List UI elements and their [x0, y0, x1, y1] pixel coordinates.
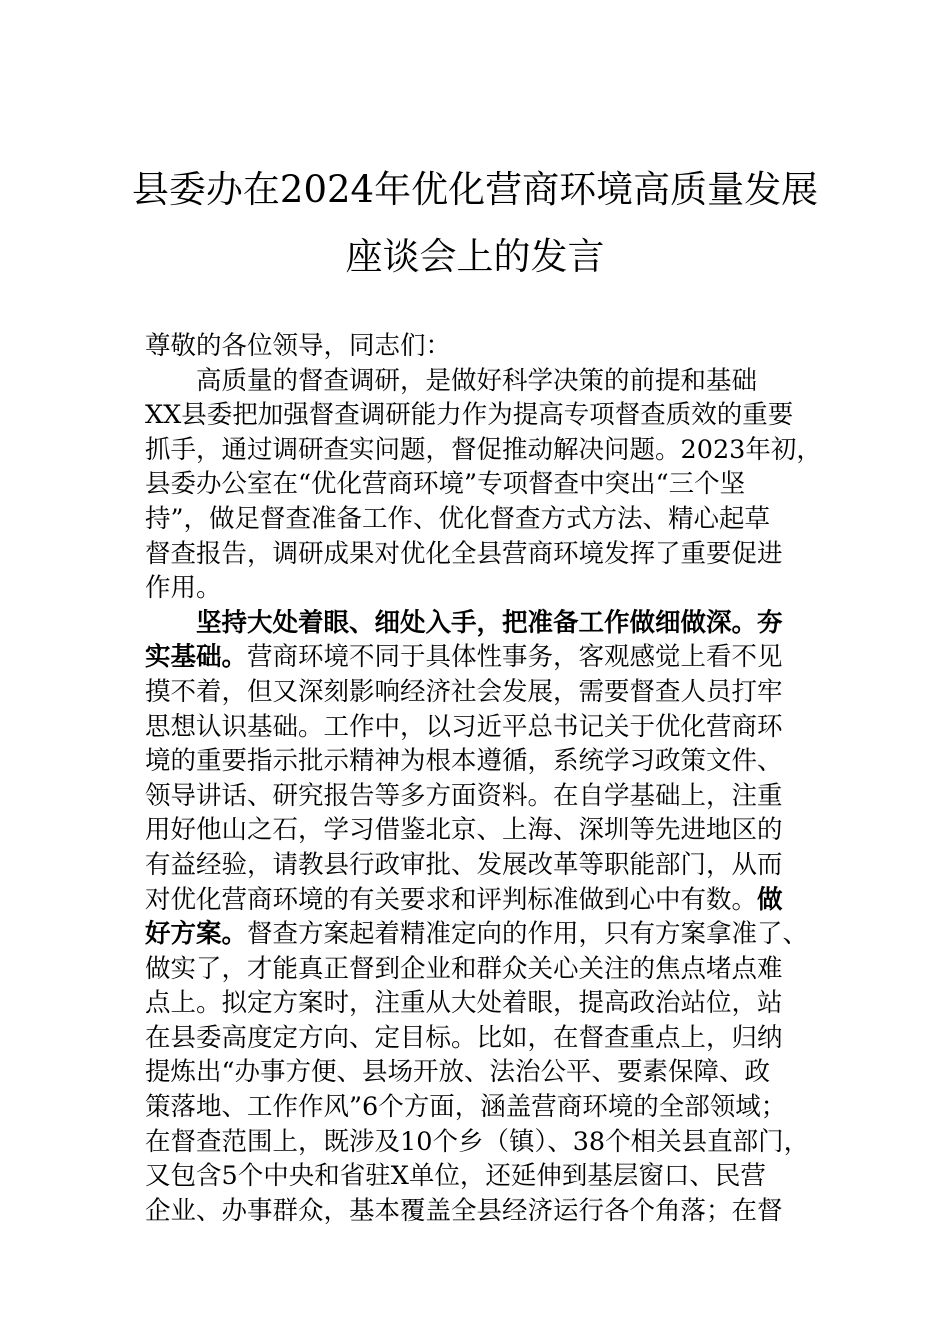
- text-run: 作用。: [145, 573, 222, 604]
- text-run: XX县委把加强督查调研能力作为提高专项督查质效的重要: [145, 400, 794, 431]
- text-run: 督查方案起着精准定向的作用，只有方案拿准了、: [247, 919, 809, 950]
- text-run: 境的重要指示批示精神为根本遵循，系统学习政策文件、: [145, 746, 783, 777]
- body-line: [145, 1159, 815, 1194]
- body-line: [145, 433, 822, 468]
- text-run: 抓手，通过调研查实问题，督促推动解决问题。2023年初，: [145, 434, 822, 465]
- body-line: [145, 1021, 815, 1056]
- body-line: [145, 883, 815, 918]
- bold-text-run: 好方案。: [145, 919, 248, 950]
- bold-text-run: 坚持大处着眼、细处入手，把准备工作做细做深。夯: [196, 607, 783, 638]
- body-line: [145, 710, 815, 745]
- body-line: [145, 1090, 815, 1125]
- text-run: 摸不着，但又深刻影响经济社会发展，需要督查人员打牢: [145, 676, 783, 707]
- bold-text-run: 实基础。: [145, 642, 248, 673]
- bold-text-run: 做: [757, 884, 783, 915]
- text-run: 思想认识基础。工作中，以习近平总书记关于优化营商环: [145, 711, 783, 742]
- text-run: 高质量的督查调研，是做好科学决策的前提和基础: [196, 365, 758, 396]
- body-line: [145, 364, 815, 399]
- body-line: [145, 675, 815, 710]
- text-run: 对优化营商环境的有关要求和评判标准做到心中有数。: [145, 884, 758, 915]
- document-title-line-2: 座谈会上的发言: [345, 235, 605, 278]
- text-run: 在县委高度定方向、定目标。比如，在督查重点上，归纳: [145, 1022, 783, 1053]
- body-line: [145, 571, 815, 606]
- text-run: 领导讲话、研究报告等多方面资料。在自学基础上，注重: [145, 780, 783, 811]
- text-run: 持”，做足督查准备工作、优化督查方式方法、精心起草: [145, 503, 771, 534]
- text-run: 营商环境不同于具体性事务，客观感觉上看不见: [247, 642, 783, 673]
- text-run: 又包含5个中央和省驻X单位，还延伸到基层窗口、民营: [145, 1161, 766, 1192]
- text-run: 用好他山之石，学习借鉴北京、上海、深圳等先进地区的: [145, 815, 783, 846]
- text-run: 企业、办事群众，基本覆盖全县经济运行各个角落；在督: [145, 1195, 783, 1226]
- document-body: [145, 329, 822, 1228]
- body-line: [145, 502, 815, 537]
- body-line: [145, 779, 815, 814]
- body-line: [145, 329, 815, 364]
- text-run: 提炼出“办事方便、县场开放、法治公平、要素保障、政: [145, 1057, 771, 1088]
- text-run: 做实了，才能真正督到企业和群众关心关注的焦点堵点难: [145, 953, 783, 984]
- text-run: 策落地、工作作风”6个方面，涵盖营商环境的全部领域；: [145, 1092, 787, 1123]
- body-line: [145, 606, 815, 641]
- document-title-line-1: 县委办在2024年优化营商环境高质量发展: [131, 168, 819, 211]
- text-run: 在督查范围上，既涉及10个乡（镇）、38个相关县直部门，: [145, 1126, 810, 1157]
- body-line: [145, 986, 815, 1021]
- text-run: 尊敬的各位领导，同志们：: [145, 331, 452, 361]
- body-line: [145, 917, 815, 952]
- body-line: [145, 744, 815, 779]
- text-run: 点上。拟定方案时，注重从大处着眼，提高政治站位，站: [145, 988, 783, 1019]
- body-line: [145, 537, 815, 572]
- body-line: [145, 1055, 815, 1090]
- body-line: [145, 640, 815, 675]
- body-line: [145, 467, 815, 502]
- body-line: [145, 952, 815, 987]
- body-line: [145, 813, 815, 848]
- body-line: [145, 398, 815, 433]
- text-run: 督查报告，调研成果对优化全县营商环境发挥了重要促进: [145, 538, 783, 569]
- body-line: [145, 1125, 815, 1160]
- body-line: [145, 1194, 815, 1229]
- body-line: [145, 848, 815, 883]
- text-run: 县委办公室在“优化营商环境”专项督查中突出“三个坚: [145, 469, 746, 500]
- text-run: 有益经验，请教县行政审批、发展改革等职能部门，从而: [145, 849, 783, 880]
